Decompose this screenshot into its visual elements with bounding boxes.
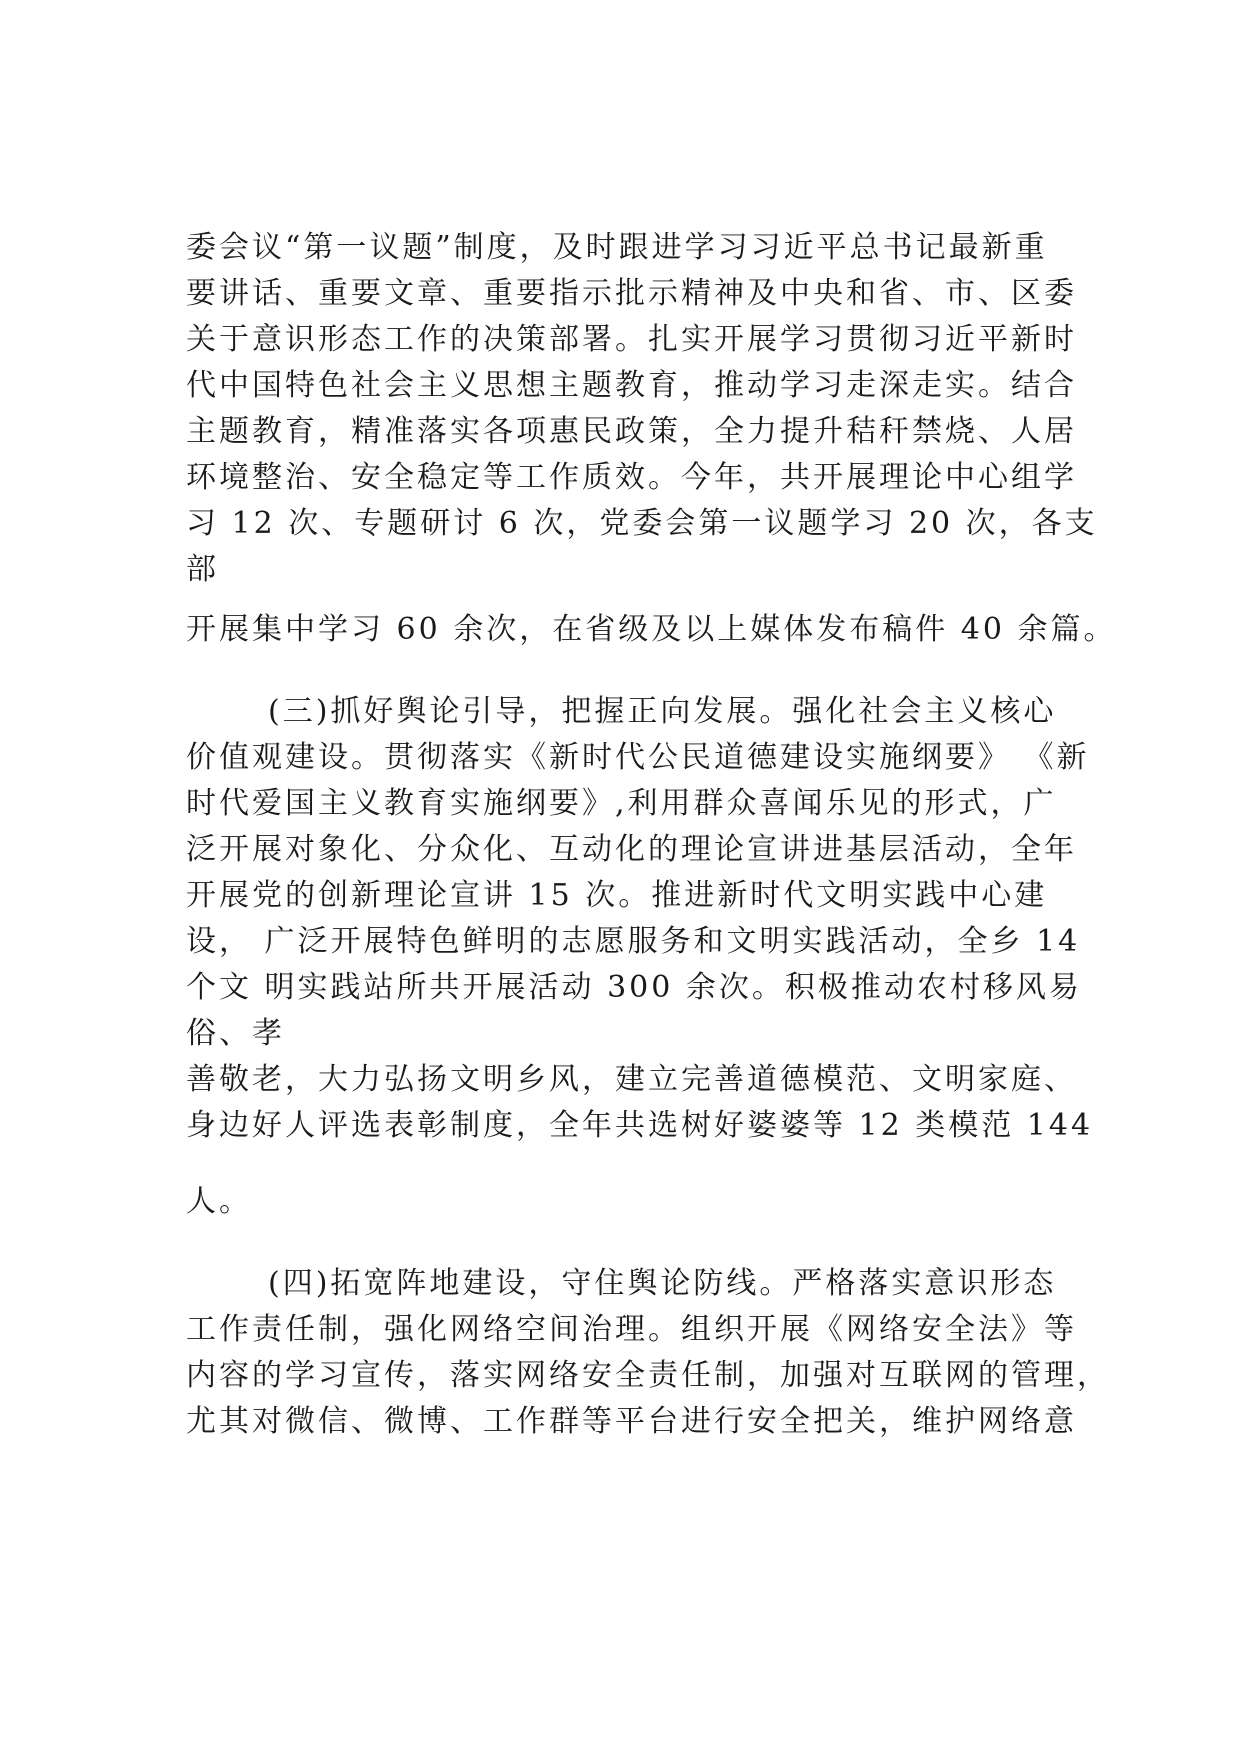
section-heading-line: (四)拓宽阵地建设，守住舆论防线。严格落实意识形态 <box>268 1266 1057 1301</box>
section-4-position-building <box>186 1261 1110 1445</box>
text-line: 环境整治、安全稳定等工作质效。今年，共开展理论中心组学 <box>186 460 1077 495</box>
text-line: 泛开展对象化、分众化、互动化的理论宣讲进基层活动，全年 <box>186 832 1077 867</box>
paragraph-study-summary <box>186 225 1117 653</box>
text-line: 价值观建设。贯彻落实《新时代公民道德建设实施纲要》 《新 <box>186 740 1090 775</box>
text-line: 开展集中学习 60 余次，在省级及以上媒体发布稿件 40 余篇。 <box>186 612 1117 647</box>
text-line: 善敬老，大力弘扬文明乡风，建立完善道德模范、文明家庭、 <box>186 1062 1077 1097</box>
text-line: 个文 明实践站所共开展活动 300 余次。积极推动农村移风易 <box>186 970 1082 1005</box>
text-line: 尤其对微信、微博、工作群等平台进行安全把关，维护网络意 <box>186 1404 1077 1439</box>
text-line: 人。 <box>186 1184 252 1219</box>
text-line: 内容的学习宣传，落实网络安全责任制，加强对互联网的管理， <box>186 1358 1110 1393</box>
text-line: 工作责任制，强化网络空间治理。组织开展《网络安全法》等 <box>186 1312 1077 1347</box>
text-line: 关于意识形态工作的决策部署。扎实开展学习贯彻习近平新时 <box>186 322 1077 357</box>
text-line: 时代爱国主义教育实施纲要》,利用群众喜闻乐见的形式，广 <box>186 786 1057 821</box>
text-line: 习 12 次、专题研讨 6 次，党委会第一议题学习 20 次，各支 <box>186 506 1098 541</box>
text-line: 部 <box>186 552 219 587</box>
section-3-public-opinion <box>186 689 1094 1225</box>
text-line: 委会议“第一议题”制度，及时跟进学习习近平总书记最新重 <box>186 230 1048 265</box>
text-line: 代中国特色社会主义思想主题教育，推动学习走深走实。结合 <box>186 368 1077 403</box>
section-heading-line: (三)抓好舆论引导，把握正向发展。强化社会主义核心 <box>268 694 1057 729</box>
text-line: 主题教育，精准落实各项惠民政策，全力提升秸秆禁烧、人居 <box>186 414 1077 449</box>
text-line: 设， 广泛开展特色鲜明的志愿服务和文明实践活动，全乡 14 <box>186 924 1081 959</box>
document-body <box>186 225 1117 1445</box>
text-line: 开展党的创新理论宣讲 15 次。推进新时代文明实践中心建 <box>186 878 1048 913</box>
text-line: 俗、孝 <box>186 1016 285 1051</box>
text-line: 要讲话、重要文章、重要指示批示精神及中央和省、市、区委 <box>186 276 1077 311</box>
text-line: 身边好人评选表彰制度，全年共选树好婆婆等 12 类模范 144 <box>186 1108 1094 1143</box>
